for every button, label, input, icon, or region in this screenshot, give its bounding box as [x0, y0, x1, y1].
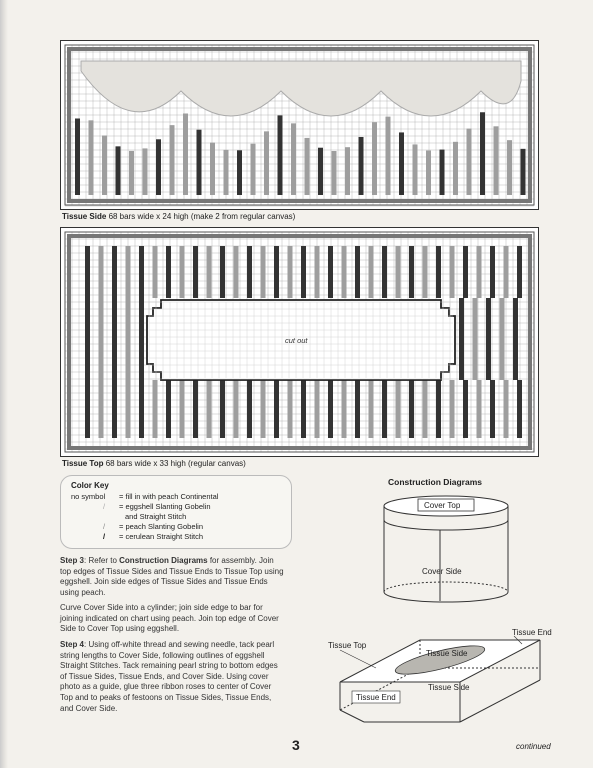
top-stitch-left-1 [99, 298, 104, 380]
top-stitch-upper-21 [369, 246, 374, 298]
top-stitch-upper-27 [450, 246, 455, 298]
side-stitch-16 [291, 123, 296, 195]
tissue-side-name: Tissue Side [62, 212, 107, 221]
page-edge [0, 0, 8, 768]
side-stitch-14 [264, 131, 269, 195]
box-tissue-end-top-label: Tissue End [512, 628, 552, 637]
step-3-pre: : Refer to [84, 556, 120, 565]
top-stitch-lower-24 [409, 380, 414, 438]
top-stitch-upper-8 [193, 246, 198, 298]
side-stitch-4 [129, 151, 134, 195]
step-4-label: Step 4 [60, 640, 85, 649]
top-stitch-upper-19 [342, 246, 347, 298]
side-stitch-30 [480, 112, 485, 195]
top-stitch-upper-6 [166, 246, 171, 298]
step-3-paragraph [60, 556, 285, 598]
top-stitch-lower-15 [288, 380, 293, 438]
top-stitch-upper-31 [504, 246, 509, 298]
side-stitch-20 [345, 147, 350, 195]
continued-label: continued [516, 742, 551, 751]
top-stitch-lower-14 [274, 380, 279, 438]
top-stitch-upper-14 [274, 246, 279, 298]
top-stitch-lower-5 [153, 380, 158, 438]
top-stitch-left-0 [85, 298, 90, 380]
top-stitch-upper-20 [355, 246, 360, 298]
top-stitch-right-0 [459, 298, 464, 380]
top-stitch-lower-25 [423, 380, 428, 438]
color-key-row-3: = peach Slanting Gobelin [119, 522, 204, 531]
top-stitch-upper-30 [490, 246, 495, 298]
tissue-side-caption [62, 212, 295, 221]
tissue-top-grid [61, 228, 538, 456]
top-stitch-upper-10 [220, 246, 225, 298]
top-stitch-upper-13 [261, 246, 266, 298]
top-stitch-lower-31 [504, 380, 509, 438]
tissue-side-grid [61, 41, 538, 209]
top-stitch-upper-23 [396, 246, 401, 298]
top-stitch-lower-28 [463, 380, 468, 438]
top-stitch-lower-10 [220, 380, 225, 438]
top-stitch-right-4 [513, 298, 518, 380]
side-stitch-9 [197, 130, 202, 195]
top-stitch-lower-4 [139, 380, 144, 438]
top-stitch-upper-28 [463, 246, 468, 298]
box-tissue-side-inner-label: Tissue Side [426, 649, 468, 658]
step-3-text: for assembly. Join top edges of Tissue Sides and Tissue Ends to Tissue Top using eggshell. Join side edges of Tissue Sides and Tissue Ends using peach. [60, 556, 284, 597]
cerulean-swatch-icon: / [103, 532, 106, 541]
side-stitch-5 [143, 148, 148, 195]
top-stitch-lower-17 [315, 380, 320, 438]
cover-side-label: Cover Side [422, 567, 462, 576]
paragraph-cylinder: Curve Cover Side into a cylinder; join side edge to bar for joining indicated on chart using peach. Join top edge of Cover Side to Cover Top using eggshell. [60, 603, 279, 634]
top-stitch-upper-15 [288, 246, 293, 298]
construction-diagrams-title: Construction Diagrams [388, 477, 482, 487]
cutout-label: cut out [285, 336, 308, 345]
top-stitch-lower-27 [450, 380, 455, 438]
tissue-top-name: Tissue Top [62, 459, 104, 468]
top-stitch-lower-18 [328, 380, 333, 438]
top-stitch-upper-18 [328, 246, 333, 298]
side-stitch-17 [305, 138, 310, 195]
top-stitch-lower-29 [477, 380, 482, 438]
step-4-paragraph [60, 640, 285, 714]
top-stitch-upper-5 [153, 246, 158, 298]
top-stitch-upper-29 [477, 246, 482, 298]
top-stitch-upper-32 [517, 246, 522, 298]
side-stitch-6 [156, 139, 161, 195]
top-stitch-upper-25 [423, 246, 428, 298]
top-stitch-upper-3 [126, 246, 131, 298]
top-stitch-upper-24 [409, 246, 414, 298]
top-stitch-upper-11 [234, 246, 239, 298]
top-stitch-lower-22 [382, 380, 387, 438]
side-stitch-2 [102, 136, 107, 195]
side-stitch-25 [413, 144, 418, 195]
top-stitch-lower-1 [99, 380, 104, 438]
side-stitch-3 [116, 146, 121, 195]
top-stitch-lower-21 [369, 380, 374, 438]
side-stitch-13 [251, 144, 256, 195]
color-key-row-2: and Straight Stitch [125, 512, 187, 521]
peach-swatch-icon: / [103, 522, 106, 531]
top-stitch-lower-16 [301, 380, 306, 438]
cover-top-label: Cover Top [424, 501, 461, 510]
top-stitch-upper-9 [207, 246, 212, 298]
top-stitch-lower-11 [234, 380, 239, 438]
step-3-bold: Construction Diagrams [119, 556, 208, 565]
side-stitch-28 [453, 142, 458, 195]
top-stitch-lower-0 [85, 380, 90, 438]
side-stitch-32 [507, 140, 512, 195]
top-stitch-right-1 [473, 298, 478, 380]
side-stitch-23 [386, 117, 391, 195]
box-tissue-top-label: Tissue Top [328, 641, 367, 650]
side-stitch-26 [426, 151, 431, 195]
side-stitch-21 [359, 137, 364, 195]
top-stitch-lower-23 [396, 380, 401, 438]
eggshell-swatch-icon: / [103, 502, 106, 511]
top-stitch-lower-26 [436, 380, 441, 438]
cover-cylinder-diagram [384, 496, 508, 602]
top-stitch-upper-17 [315, 246, 320, 298]
side-stitch-12 [237, 150, 242, 195]
top-stitch-left-2 [112, 298, 117, 380]
tissue-top-chart [60, 227, 539, 457]
side-stitch-8 [183, 114, 188, 195]
tissue-top-desc: 68 bars wide x 33 high (regular canvas) [105, 459, 246, 468]
top-stitch-left-4 [139, 298, 144, 380]
top-stitch-lower-19 [342, 380, 347, 438]
side-stitch-22 [372, 122, 377, 195]
side-stitch-0 [75, 118, 80, 195]
top-stitch-upper-22 [382, 246, 387, 298]
top-stitch-lower-13 [261, 380, 266, 438]
tissue-side-chart [60, 40, 539, 210]
top-stitch-lower-9 [207, 380, 212, 438]
top-stitch-lower-32 [517, 380, 522, 438]
side-stitch-27 [440, 150, 445, 195]
top-stitch-lower-7 [180, 380, 185, 438]
top-stitch-lower-3 [126, 380, 131, 438]
color-key-row-0: = fill in with peach Continental [119, 492, 219, 501]
top-stitch-lower-12 [247, 380, 252, 438]
color-key-symbol-0: no symbol [71, 492, 106, 501]
side-stitch-15 [278, 115, 283, 195]
side-stitch-24 [399, 132, 404, 195]
top-stitch-upper-4 [139, 246, 144, 298]
side-stitch-1 [89, 120, 94, 195]
top-stitch-upper-26 [436, 246, 441, 298]
color-key-row-1: = eggshell Slanting Gobelin [119, 502, 211, 511]
side-stitch-29 [467, 129, 472, 195]
color-key [60, 475, 292, 549]
top-stitch-left-3 [126, 298, 131, 380]
tissue-top-caption [62, 459, 246, 468]
side-stitch-10 [210, 143, 215, 195]
side-stitch-33 [521, 149, 526, 195]
top-stitch-lower-30 [490, 380, 495, 438]
side-stitch-18 [318, 148, 323, 195]
top-stitch-upper-1 [99, 246, 104, 298]
construction-diagrams [300, 490, 593, 730]
page-number: 3 [292, 737, 300, 753]
top-stitch-lower-2 [112, 380, 117, 438]
color-key-title: Color Key [71, 481, 109, 490]
step-3-label: Step 3 [60, 556, 85, 565]
top-stitch-upper-2 [112, 246, 117, 298]
box-tissue-side-front-label: Tissue Side [428, 683, 470, 692]
top-stitch-lower-20 [355, 380, 360, 438]
top-stitch-lower-8 [193, 380, 198, 438]
tissue-box-diagram [328, 628, 552, 722]
tissue-side-desc: 68 bars wide x 24 high (make 2 from regular canvas) [108, 212, 296, 221]
top-stitch-upper-0 [85, 246, 90, 298]
top-stitch-right-3 [500, 298, 505, 380]
side-stitch-31 [494, 126, 499, 195]
top-stitch-upper-16 [301, 246, 306, 298]
color-key-row-4: = cerulean Straight Stitch [119, 532, 204, 541]
side-stitch-11 [224, 150, 229, 195]
box-tissue-end-bottom-label: Tissue End [356, 693, 396, 702]
top-stitch-lower-6 [166, 380, 171, 438]
step-4-text: : Using off-white thread and sewing needle, tack pearl string lengths to Cover Side, following outlines of eggshell Straight Stitches. Tack remaining pearl string to bottom edges of Tissue Sides, Tissue Ends, and Cover Side. Using cover photo as a guide, glue three ribbon roses to center of Cover Top and to peaks of festoons on Tissue Sides, Tissue Ends, and Cover Side. [60, 640, 278, 713]
top-stitch-upper-12 [247, 246, 252, 298]
side-stitch-19 [332, 151, 337, 195]
top-stitch-upper-7 [180, 246, 185, 298]
side-stitch-7 [170, 125, 175, 195]
top-stitch-right-2 [486, 298, 491, 380]
